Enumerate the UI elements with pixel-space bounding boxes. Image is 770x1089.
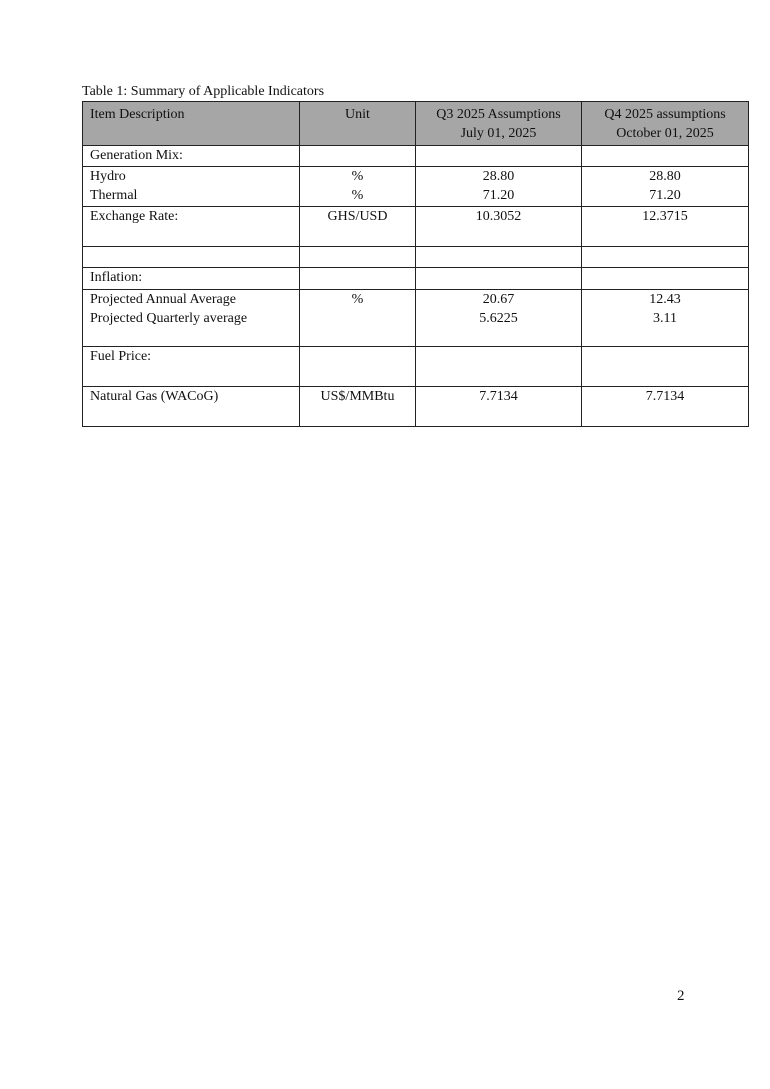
generation-mix-label: Generation Mix: xyxy=(83,146,300,167)
page-number: 2 xyxy=(677,988,685,1004)
header-item-description: Item Description xyxy=(83,102,300,146)
header-q3-date: July 01, 2025 xyxy=(460,126,537,141)
indicators-table xyxy=(82,101,749,427)
annual-average-q4: 12.43 xyxy=(649,292,681,307)
annual-average-unit: % xyxy=(351,292,364,307)
inflation-q4 xyxy=(582,290,749,347)
generation-mix-q3 xyxy=(416,167,582,207)
table-header-row xyxy=(83,102,749,146)
inflation-items xyxy=(83,290,300,347)
generation-mix-q4 xyxy=(582,167,749,207)
table-row xyxy=(83,387,749,427)
inflation-units xyxy=(300,290,416,347)
quarterly-average-q3: 5.6225 xyxy=(479,311,518,326)
quarterly-average-label: Projected Quarterly average xyxy=(90,311,248,326)
fuel-price-label: Fuel Price: xyxy=(83,347,300,387)
table-row xyxy=(83,167,749,207)
thermal-q4: 71.20 xyxy=(649,188,681,203)
thermal-q3: 71.20 xyxy=(482,188,515,203)
exchange-rate-q4: 12.3715 xyxy=(582,207,749,247)
header-q4-title: Q4 2025 assumptions xyxy=(604,107,726,122)
inflation-q3 xyxy=(416,290,582,347)
annual-average-q3: 20.67 xyxy=(482,292,515,307)
header-q3-title: Q3 2025 Assumptions xyxy=(436,107,561,122)
table-row xyxy=(83,290,749,347)
natural-gas-label: Natural Gas (WACoG) xyxy=(83,387,300,427)
table-row xyxy=(83,347,749,387)
table-caption: Table 1: Summary of Applicable Indicators xyxy=(82,84,325,99)
header-q3-assumptions xyxy=(416,102,582,146)
inflation-label: Inflation: xyxy=(83,268,300,290)
table-row xyxy=(83,247,749,268)
hydro-unit: % xyxy=(351,169,364,184)
exchange-rate-q3: 10.3052 xyxy=(416,207,582,247)
hydro-q3: 28.80 xyxy=(482,169,515,184)
table-row xyxy=(83,268,749,290)
quarterly-average-q4: 3.11 xyxy=(653,311,677,326)
table-row xyxy=(83,146,749,167)
thermal-label: Thermal xyxy=(90,188,138,203)
table-row xyxy=(83,207,749,247)
exchange-rate-unit: GHS/USD xyxy=(300,207,416,247)
annual-average-label: Projected Annual Average xyxy=(90,292,236,307)
header-unit: Unit xyxy=(300,102,416,146)
generation-mix-units xyxy=(300,167,416,207)
generation-mix-items xyxy=(83,167,300,207)
header-q4-date: October 01, 2025 xyxy=(616,126,714,141)
hydro-label: Hydro xyxy=(90,169,126,184)
thermal-unit: % xyxy=(351,188,364,203)
natural-gas-q3: 7.7134 xyxy=(416,387,582,427)
natural-gas-unit: US$/MMBtu xyxy=(300,387,416,427)
natural-gas-q4: 7.7134 xyxy=(582,387,749,427)
header-q4-assumptions xyxy=(582,102,749,146)
exchange-rate-label: Exchange Rate: xyxy=(83,207,300,247)
hydro-q4: 28.80 xyxy=(649,169,681,184)
